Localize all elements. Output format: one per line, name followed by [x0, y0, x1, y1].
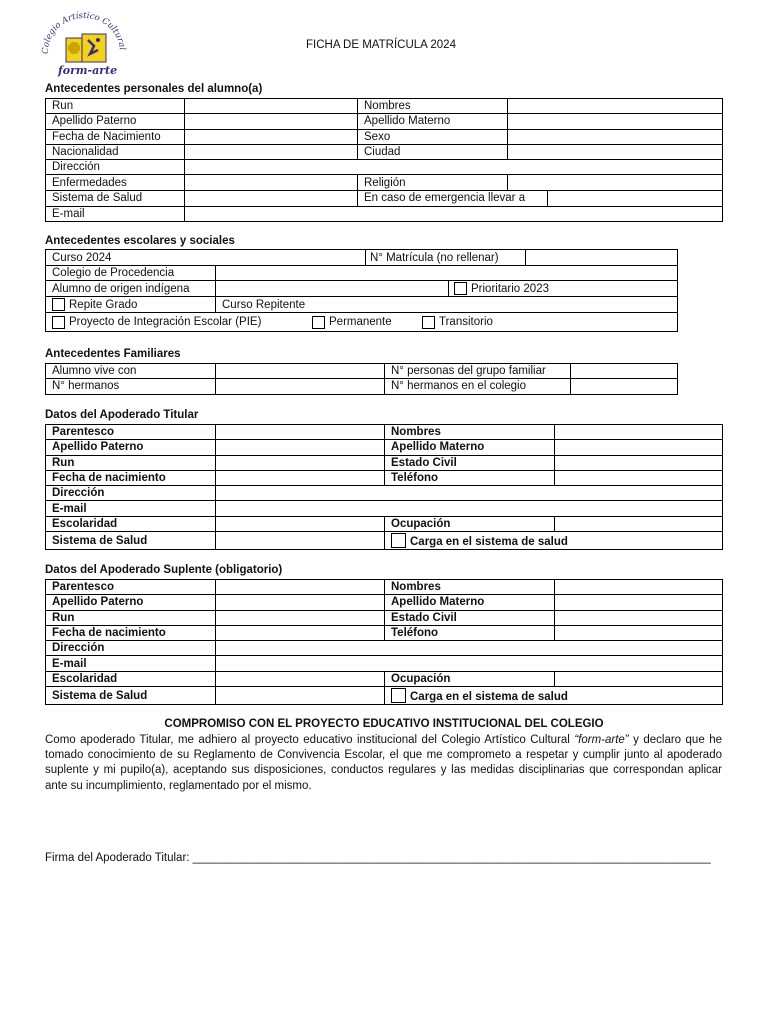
section-title-suplente: Datos del Apoderado Suplente (obligatorio) [45, 564, 283, 576]
titular-label-direccion: Dirección [46, 486, 216, 501]
titular-label-estado-civil: Estado Civil [385, 455, 555, 470]
emergencia-cell [358, 190, 723, 206]
suplente-label-apellido-materno: Apellido Materno [385, 595, 555, 610]
suplente-label-estado-civil: Estado Civil [385, 610, 555, 625]
titular-label-ocupacion: Ocupación [385, 516, 555, 531]
titular-label-apellido-materno: Apellido Materno [385, 440, 555, 455]
titular-label-nombres: Nombres [385, 425, 555, 440]
suplente-input-estado-civil[interactable] [555, 610, 723, 625]
titular-input-direccion[interactable] [216, 486, 723, 501]
titular-input-apellido-paterno[interactable] [216, 440, 385, 455]
input-procedencia[interactable] [216, 266, 678, 281]
titular-input-apellido-materno[interactable] [555, 440, 723, 455]
suplente-input-nombres[interactable] [555, 580, 723, 595]
repite-checkbox[interactable] [52, 298, 65, 311]
indigena-row [46, 281, 678, 297]
compromiso-title: COMPROMISO CON EL PROYECTO EDUCATIVO INSTITUCIONAL DEL COLEGIO [164, 718, 604, 730]
repite-option [46, 297, 216, 312]
input-hermanos-colegio[interactable] [571, 379, 678, 394]
label-sistema-salud: Sistema de Salud [46, 190, 185, 206]
pie-checkbox[interactable] [52, 316, 65, 329]
svg-text:form-arte: form-arte [58, 64, 118, 77]
titular-input-ocupacion[interactable] [555, 516, 723, 531]
label-fecha-nacimiento: Fecha de Nacimiento [46, 129, 185, 144]
suplente-label-escolaridad: Escolaridad [46, 671, 216, 686]
prioritario-option [449, 281, 677, 296]
titular-input-escolaridad[interactable] [216, 516, 385, 531]
suplente-input-parentesco[interactable] [216, 580, 385, 595]
suplente-label-carga: Carga en el sistema de salud [410, 690, 568, 703]
input-enfermedades[interactable] [185, 175, 358, 190]
label-procedencia: Colegio de Procedencia [46, 266, 216, 281]
titular-input-sistema-salud[interactable] [216, 532, 385, 550]
label-religion: Religión [358, 175, 508, 190]
firma-input[interactable]: _________________________________________________________________________________ [192, 852, 711, 864]
input-hermanos[interactable] [216, 379, 385, 394]
suplente-input-sistema-salud[interactable] [216, 687, 385, 705]
label-email: E-mail [46, 206, 185, 221]
suplente-input-ocupacion[interactable] [555, 671, 723, 686]
label-nacionalidad: Nacionalidad [46, 144, 185, 159]
pie-row [46, 313, 678, 332]
pie-option [46, 313, 308, 331]
label-pie: Proyecto de Integración Escolar (PIE) [69, 316, 262, 329]
input-nombres[interactable] [508, 99, 723, 114]
suplente-input-telefono[interactable] [555, 625, 723, 640]
suplente-input-apellido-paterno[interactable] [216, 595, 385, 610]
input-nacionalidad[interactable] [185, 144, 358, 159]
label-personas-grupo: N° personas del grupo familiar [385, 364, 571, 379]
input-apellido-materno[interactable] [508, 114, 723, 129]
titular-label-sistema-salud: Sistema de Salud [46, 532, 216, 550]
label-matricula: N° Matrícula (no rellenar) [366, 250, 526, 265]
suplente-input-escolaridad[interactable] [216, 671, 385, 686]
compromiso-text-1: Como apoderado Titular, me adhiero al proyecto educativo institucional del Colegio Artístico Cultural [45, 734, 575, 746]
label-apellido-materno: Apellido Materno [358, 114, 508, 129]
suplente-input-apellido-materno[interactable] [555, 595, 723, 610]
titular-input-estado-civil[interactable] [555, 455, 723, 470]
input-run[interactable] [185, 99, 358, 114]
firma-label: Firma del Apoderado Titular: [45, 852, 190, 864]
titular-label-escolaridad: Escolaridad [46, 516, 216, 531]
titular-input-fecha-nacimiento[interactable] [216, 470, 385, 485]
familiares-table [45, 363, 678, 395]
alumno-table [45, 98, 723, 222]
suplente-table [45, 579, 723, 705]
section-title-alumno: Antecedentes personales del alumno(a) [45, 83, 263, 95]
label-sexo: Sexo [358, 129, 508, 144]
label-repite: Repite Grado [69, 298, 138, 311]
input-matricula[interactable] [526, 250, 677, 265]
titular-input-nombres[interactable] [555, 425, 723, 440]
titular-label-email: E-mail [46, 501, 216, 516]
transitorio-checkbox[interactable] [422, 316, 435, 329]
input-personas-grupo[interactable] [571, 364, 678, 379]
input-email[interactable] [185, 206, 723, 221]
input-indigena[interactable] [216, 281, 449, 296]
input-emergencia[interactable] [548, 191, 722, 206]
input-apellido-paterno[interactable] [185, 114, 358, 129]
input-vive-con[interactable] [216, 364, 385, 379]
repite-row [46, 297, 678, 313]
titular-label-parentesco: Parentesco [46, 425, 216, 440]
suplente-label-nombres: Nombres [385, 580, 555, 595]
input-ciudad[interactable] [508, 144, 723, 159]
input-fecha-nacimiento[interactable] [185, 129, 358, 144]
label-ciudad: Ciudad [358, 144, 508, 159]
suplente-label-telefono: Teléfono [385, 625, 555, 640]
suplente-input-email[interactable] [216, 656, 723, 671]
suplente-label-apellido-paterno: Apellido Paterno [46, 595, 216, 610]
label-enfermedades: Enfermedades [46, 175, 185, 190]
input-sistema-salud[interactable] [185, 190, 358, 206]
prioritario-checkbox[interactable] [454, 282, 467, 295]
escolares-table [45, 249, 678, 332]
titular-label-fecha-nacimiento: Fecha de nacimiento [46, 470, 216, 485]
label-curso: Curso 2024 [46, 250, 366, 265]
suplente-carga-option [385, 687, 723, 705]
label-permanente: Permanente [329, 316, 392, 329]
label-emergencia: En caso de emergencia llevar a [358, 191, 548, 206]
section-title-titular: Datos del Apoderado Titular [45, 409, 199, 421]
school-logo [38, 10, 128, 80]
page-title: FICHA DE MATRÍCULA 2024 [306, 39, 456, 51]
section-title-familiares: Antecedentes Familiares [45, 348, 181, 360]
titular-input-telefono[interactable] [555, 470, 723, 485]
titular-label-telefono: Teléfono [385, 470, 555, 485]
suplente-label-email: E-mail [46, 656, 216, 671]
permanente-option [308, 313, 418, 331]
compromiso-body [45, 733, 722, 794]
suplente-label-direccion: Dirección [46, 641, 216, 656]
label-direccion: Dirección [46, 160, 185, 175]
label-hermanos-colegio: N° hermanos en el colegio [385, 379, 571, 394]
titular-input-run[interactable] [216, 455, 385, 470]
suplente-carga-checkbox[interactable] [391, 688, 406, 703]
titular-carga-checkbox[interactable] [391, 533, 406, 548]
section-title-escolares: Antecedentes escolares y sociales [45, 235, 235, 247]
suplente-label-run: Run [46, 610, 216, 625]
titular-label-apellido-paterno: Apellido Paterno [46, 440, 216, 455]
label-transitorio: Transitorio [439, 316, 493, 329]
input-religion[interactable] [508, 175, 723, 190]
suplente-input-direccion[interactable] [216, 641, 723, 656]
label-curso-repitente: Curso Repitente [222, 298, 306, 311]
label-prioritario: Prioritario 2023 [471, 282, 549, 295]
transitorio-option [418, 313, 677, 331]
compromiso-text-2: y declaro que he tomado conocimiento de su Reglamento de Convivencia Escolar, el que me comprometo a respetar y cumplir junto al apoderado suplente y mi pupilo(a), aceptando sus disposiciones, conductos regulares y las medidas disciplinarias que correspondan aplicar ante su incumplimiento, reglamentado por el mismo. [45, 734, 722, 792]
permanente-checkbox[interactable] [312, 316, 325, 329]
suplente-input-fecha-nacimiento[interactable] [216, 625, 385, 640]
titular-input-email[interactable] [216, 501, 723, 516]
suplente-label-fecha-nacimiento: Fecha de nacimiento [46, 625, 216, 640]
suplente-input-run[interactable] [216, 610, 385, 625]
label-apellido-paterno: Apellido Paterno [46, 114, 185, 129]
input-sexo[interactable] [508, 129, 723, 144]
titular-table [45, 424, 723, 550]
suplente-label-parentesco: Parentesco [46, 580, 216, 595]
titular-label-run: Run [46, 455, 216, 470]
titular-label-carga: Carga en el sistema de salud [410, 535, 568, 548]
input-direccion[interactable] [185, 160, 723, 175]
label-hermanos: N° hermanos [46, 379, 216, 394]
label-nombres: Nombres [358, 99, 508, 114]
label-indigena: Alumno de origen indígena [46, 281, 216, 296]
titular-carga-option [385, 532, 723, 550]
suplente-label-sistema-salud: Sistema de Salud [46, 687, 216, 705]
svg-text:Colegio Artístico Cultural: Colegio Artístico Cultural [40, 10, 128, 55]
firma-line [45, 852, 711, 864]
compromiso-brand: “form-arte” [574, 734, 629, 746]
label-run: Run [46, 99, 185, 114]
label-vive-con: Alumno vive con [46, 364, 216, 379]
curso-row [46, 250, 678, 266]
suplente-label-ocupacion: Ocupación [385, 671, 555, 686]
titular-input-parentesco[interactable] [216, 425, 385, 440]
